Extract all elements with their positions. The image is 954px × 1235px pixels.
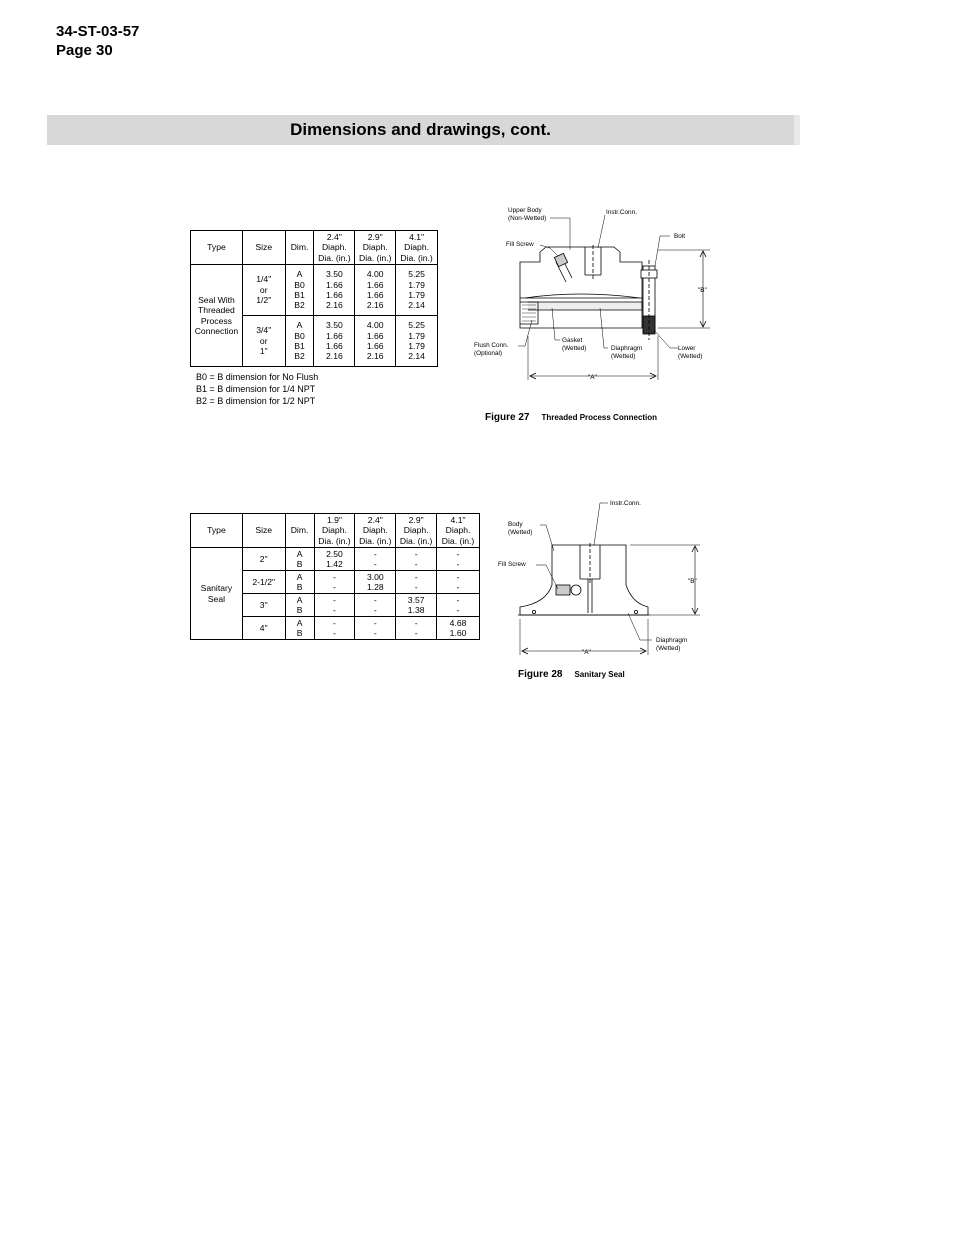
size-cell: 2": [242, 548, 285, 571]
label-diaphragm-sub: (Wetted): [611, 353, 636, 360]
header-diaphragm-2-4: 2.4" Diaph. Dia. (in.): [314, 231, 355, 265]
value-cell: - -: [355, 548, 396, 571]
figure-28-title: Sanitary Seal: [574, 670, 625, 679]
label-lower: Lower: [678, 345, 696, 352]
value-cell: - -: [355, 594, 396, 617]
threaded-connection-drawing: [470, 200, 720, 390]
sanitary-dimensions-table: [190, 513, 480, 640]
label-gasket: Gasket: [562, 337, 583, 344]
table-header-row: [191, 231, 438, 265]
value-cell: 4.00 1.66 1.66 2.16: [355, 316, 396, 367]
value-cell: - -: [437, 594, 480, 617]
label-upper-body: Upper Body: [508, 207, 542, 214]
table-row: [191, 548, 480, 571]
dim-cell: A B: [285, 617, 314, 640]
value-cell: - -: [355, 617, 396, 640]
header-diaphragm-2-4: 2.4" Diaph. Dia. (in.): [355, 514, 396, 548]
dim-cell: A B: [285, 548, 314, 571]
value-cell: 4.00 1.66 1.66 2.16: [355, 265, 396, 316]
label-dim-a: "A": [588, 374, 597, 381]
label-instr-conn: Instr.Conn.: [610, 500, 641, 507]
value-cell: 4.68 1.60: [437, 617, 480, 640]
note-b1: B1 = B dimension for 1/4 NPT: [196, 384, 316, 394]
value-cell: - -: [314, 571, 355, 594]
label-fill-screw: Fill Screw: [498, 561, 526, 568]
label-bolt: Bolt: [674, 233, 686, 240]
label-diaphragm-sub: (Wetted): [656, 645, 681, 652]
size-cell: 4": [242, 617, 285, 640]
figure-28-caption: [518, 669, 625, 680]
header-size: Size: [242, 514, 285, 548]
threaded-dimensions-table: [190, 230, 438, 367]
label-fill-screw: Fill Screw: [506, 241, 534, 248]
label-body: Body: [508, 521, 523, 528]
label-gasket-sub: (Wetted): [562, 345, 587, 352]
value-cell: - -: [396, 617, 437, 640]
header-diaphragm-2-9: 2.9" Diaph. Dia. (in.): [396, 514, 437, 548]
note-b2: B2 = B dimension for 1/2 NPT: [196, 396, 316, 406]
dim-cell: A B: [285, 571, 314, 594]
figure-28-number: Figure 28: [518, 669, 563, 680]
table-notes: [196, 371, 318, 407]
header-diaphragm-1-9: 1.9" Diaph. Dia. (in.): [314, 514, 355, 548]
page-header: [56, 22, 139, 60]
label-diaphragm: Diaphragm: [611, 345, 643, 352]
header-type: Type: [191, 514, 243, 548]
dim-cell: A B0 B1 B2: [285, 265, 314, 316]
label-body-sub: (Wetted): [508, 529, 533, 536]
value-cell: 3.50 1.66 1.66 2.16: [314, 265, 355, 316]
label-diaphragm: Diaphragm: [656, 637, 688, 644]
figure-27-title: Threaded Process Connection: [541, 413, 658, 422]
value-cell: 5.25 1.79 1.79 2.14: [396, 265, 438, 316]
document-number: 34-ST-03-57: [56, 23, 140, 40]
size-cell: 1/4" or 1/2": [242, 265, 285, 316]
label-lower-sub: (Wetted): [678, 353, 703, 360]
size-cell: 3": [242, 594, 285, 617]
note-b0: B0 = B dimension for No Flush: [196, 372, 319, 382]
dim-cell: A B: [285, 594, 314, 617]
value-cell: - -: [396, 571, 437, 594]
value-cell: 5.25 1.79 1.79 2.14: [396, 316, 438, 367]
value-cell: 3.50 1.66 1.66 2.16: [314, 316, 355, 367]
sanitary-seal-drawing: [490, 495, 710, 665]
type-cell: Seal With Threaded Process Connection: [191, 265, 243, 367]
label-dim-b: "B": [688, 578, 697, 585]
value-cell: - -: [437, 571, 480, 594]
header-diaphragm-4-1: 4.1" Diaph. Dia. (in.): [396, 231, 438, 265]
dim-cell: A B0 B1 B2: [285, 316, 314, 367]
value-cell: - -: [314, 617, 355, 640]
header-diaphragm-4-1: 4.1" Diaph. Dia. (in.): [437, 514, 480, 548]
label-instr-conn: Instr.Conn.: [606, 209, 637, 216]
size-cell: 2-1/2": [242, 571, 285, 594]
label-dim-a: "A": [582, 649, 591, 656]
header-size: Size: [242, 231, 285, 265]
value-cell: 2.50 1.42: [314, 548, 355, 571]
size-cell: 3/4" or 1": [242, 316, 285, 367]
header-diaphragm-2-9: 2.9" Diaph. Dia. (in.): [355, 231, 396, 265]
header-dim: Dim.: [285, 514, 314, 548]
label-dim-b: "B": [698, 287, 707, 294]
type-cell: Sanitary Seal: [191, 548, 243, 640]
table-row: [191, 265, 438, 316]
value-cell: 3.57 1.38: [396, 594, 437, 617]
section-title-bar: [47, 115, 800, 145]
value-cell: - -: [437, 548, 480, 571]
label-flush-conn: Flush Conn.: [474, 342, 509, 349]
header-dim: Dim.: [285, 231, 314, 265]
label-upper-body-sub: (Non-Wetted): [508, 215, 547, 222]
section-title: Dimensions and drawings, cont.: [290, 120, 551, 139]
value-cell: - -: [314, 594, 355, 617]
value-cell: 3.00 1.28: [355, 571, 396, 594]
figure-27-number: Figure 27: [485, 412, 530, 423]
table-header-row: [191, 514, 480, 548]
value-cell: - -: [396, 548, 437, 571]
header-type: Type: [191, 231, 243, 265]
figure-27-caption: [485, 412, 657, 423]
label-flush-conn-sub: (Optional): [474, 350, 503, 357]
page-number: Page 30: [56, 42, 113, 59]
